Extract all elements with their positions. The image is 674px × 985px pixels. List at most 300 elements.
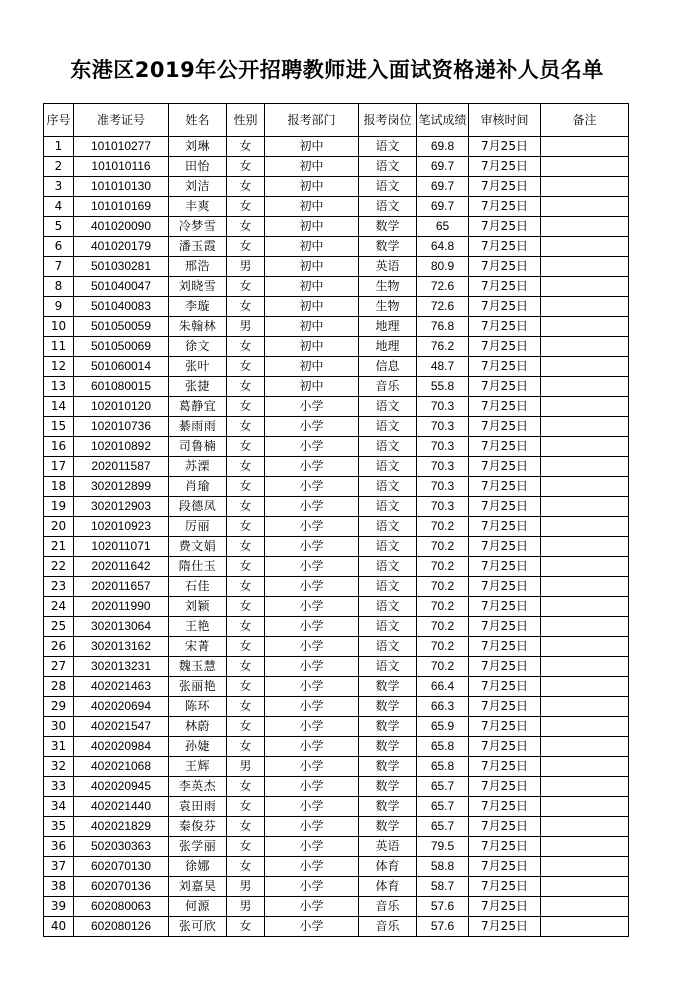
- cell-gender: 女: [227, 617, 265, 637]
- table-body: [44, 137, 629, 937]
- table-row: [44, 437, 629, 457]
- table-row: [44, 637, 629, 657]
- cell-post: 语文: [359, 657, 417, 677]
- cell-no: 9: [44, 297, 74, 317]
- cell-exam-id: 402021829: [74, 817, 169, 837]
- cell-post: 体育: [359, 877, 417, 897]
- cell-remark: [541, 397, 629, 417]
- cell-name: 刘洁: [169, 177, 227, 197]
- cell-score: 48.7: [417, 357, 469, 377]
- cell-exam-id: 101010169: [74, 197, 169, 217]
- cell-score: 65.7: [417, 777, 469, 797]
- table-row: [44, 597, 629, 617]
- cell-gender: 女: [227, 677, 265, 697]
- cell-exam-id: 602070136: [74, 877, 169, 897]
- cell-no: 6: [44, 237, 74, 257]
- cell-gender: 女: [227, 357, 265, 377]
- cell-gender: 女: [227, 217, 265, 237]
- cell-review-time: 7月25日: [469, 457, 541, 477]
- cell-gender: 女: [227, 337, 265, 357]
- cell-dept: 初中: [265, 197, 359, 217]
- cell-exam-id: 602070130: [74, 857, 169, 877]
- cell-name: 魏玉慧: [169, 657, 227, 677]
- table-row: [44, 497, 629, 517]
- cell-remark: [541, 837, 629, 857]
- cell-score: 80.9: [417, 257, 469, 277]
- table-row: [44, 897, 629, 917]
- cell-dept: 小学: [265, 677, 359, 697]
- cell-no: 10: [44, 317, 74, 337]
- cell-name: 段德凤: [169, 497, 227, 517]
- cell-no: 31: [44, 737, 74, 757]
- cell-dept: 小学: [265, 457, 359, 477]
- cell-remark: [541, 877, 629, 897]
- cell-no: 11: [44, 337, 74, 357]
- table-row: [44, 717, 629, 737]
- cell-gender: 女: [227, 817, 265, 837]
- cell-remark: [541, 257, 629, 277]
- cell-exam-id: 502030363: [74, 837, 169, 857]
- cell-score: 72.6: [417, 297, 469, 317]
- cell-score: 70.2: [417, 637, 469, 657]
- cell-dept: 小学: [265, 517, 359, 537]
- cell-remark: [541, 557, 629, 577]
- cell-remark: [541, 457, 629, 477]
- cell-post: 生物: [359, 297, 417, 317]
- cell-no: 36: [44, 837, 74, 857]
- cell-name: 刘颖: [169, 597, 227, 617]
- table-row: [44, 537, 629, 557]
- cell-score: 70.3: [417, 437, 469, 457]
- cell-dept: 初中: [265, 277, 359, 297]
- cell-exam-id: 102010736: [74, 417, 169, 437]
- cell-gender: 男: [227, 897, 265, 917]
- cell-exam-id: 102010892: [74, 437, 169, 457]
- cell-exam-id: 501050069: [74, 337, 169, 357]
- cell-review-time: 7月25日: [469, 357, 541, 377]
- cell-gender: 女: [227, 597, 265, 617]
- cell-post: 音乐: [359, 917, 417, 937]
- cell-score: 58.7: [417, 877, 469, 897]
- cell-remark: [541, 277, 629, 297]
- cell-no: 38: [44, 877, 74, 897]
- cell-gender: 女: [227, 397, 265, 417]
- cell-dept: 小学: [265, 577, 359, 597]
- cell-dept: 小学: [265, 917, 359, 937]
- cell-review-time: 7月25日: [469, 397, 541, 417]
- table-row: [44, 217, 629, 237]
- cell-review-time: 7月25日: [469, 917, 541, 937]
- table-header: [44, 104, 629, 137]
- cell-gender: 女: [227, 637, 265, 657]
- cell-remark: [541, 617, 629, 637]
- cell-review-time: 7月25日: [469, 137, 541, 157]
- cell-exam-id: 402020984: [74, 737, 169, 757]
- cell-no: 4: [44, 197, 74, 217]
- cell-no: 5: [44, 217, 74, 237]
- cell-remark: [541, 217, 629, 237]
- cell-score: 70.2: [417, 557, 469, 577]
- cell-score: 72.6: [417, 277, 469, 297]
- cell-gender: 女: [227, 137, 265, 157]
- cell-review-time: 7月25日: [469, 617, 541, 637]
- cell-dept: 初中: [265, 237, 359, 257]
- cell-review-time: 7月25日: [469, 657, 541, 677]
- cell-review-time: 7月25日: [469, 877, 541, 897]
- cell-gender: 女: [227, 777, 265, 797]
- cell-dept: 小学: [265, 737, 359, 757]
- cell-gender: 男: [227, 257, 265, 277]
- cell-no: 37: [44, 857, 74, 877]
- cell-remark: [541, 697, 629, 717]
- cell-score: 70.2: [417, 537, 469, 557]
- header-exam-id: 准考证号: [74, 104, 169, 137]
- table-row: [44, 877, 629, 897]
- header-score: 笔试成绩: [417, 104, 469, 137]
- cell-name: 隋仕玉: [169, 557, 227, 577]
- cell-name: 袁田雨: [169, 797, 227, 817]
- cell-review-time: 7月25日: [469, 337, 541, 357]
- cell-review-time: 7月25日: [469, 577, 541, 597]
- cell-no: 25: [44, 617, 74, 637]
- cell-review-time: 7月25日: [469, 197, 541, 217]
- cell-remark: [541, 237, 629, 257]
- cell-dept: 小学: [265, 617, 359, 637]
- cell-name: 孙婕: [169, 737, 227, 757]
- cell-exam-id: 602080063: [74, 897, 169, 917]
- cell-name: 张学丽: [169, 837, 227, 857]
- cell-name: 苏溧: [169, 457, 227, 477]
- cell-remark: [541, 657, 629, 677]
- cell-name: 刘晓雪: [169, 277, 227, 297]
- cell-gender: 女: [227, 377, 265, 397]
- cell-post: 数学: [359, 717, 417, 737]
- cell-gender: 女: [227, 177, 265, 197]
- cell-exam-id: 202011657: [74, 577, 169, 597]
- table-row: [44, 757, 629, 777]
- table-row: [44, 857, 629, 877]
- cell-name: 田怡: [169, 157, 227, 177]
- header-review-time: 审核时间: [469, 104, 541, 137]
- cell-score: 69.7: [417, 157, 469, 177]
- cell-review-time: 7月25日: [469, 757, 541, 777]
- cell-name: 张捷: [169, 377, 227, 397]
- cell-post: 语文: [359, 517, 417, 537]
- cell-no: 35: [44, 817, 74, 837]
- cell-score: 65: [417, 217, 469, 237]
- cell-score: 69.8: [417, 137, 469, 157]
- cell-remark: [541, 417, 629, 437]
- table-row: [44, 237, 629, 257]
- cell-exam-id: 402020694: [74, 697, 169, 717]
- page-title: 东港区2019年公开招聘教师进入面试资格递补人员名单: [70, 58, 604, 82]
- cell-dept: 小学: [265, 797, 359, 817]
- cell-gender: 男: [227, 877, 265, 897]
- cell-score: 70.2: [417, 617, 469, 637]
- cell-no: 32: [44, 757, 74, 777]
- cell-remark: [541, 337, 629, 357]
- cell-gender: 女: [227, 497, 265, 517]
- table-row: [44, 297, 629, 317]
- cell-review-time: 7月25日: [469, 637, 541, 657]
- cell-exam-id: 501050059: [74, 317, 169, 337]
- cell-post: 数学: [359, 817, 417, 837]
- cell-post: 数学: [359, 737, 417, 757]
- cell-review-time: 7月25日: [469, 597, 541, 617]
- cell-exam-id: 602080126: [74, 917, 169, 937]
- cell-remark: [541, 157, 629, 177]
- cell-remark: [541, 357, 629, 377]
- cell-remark: [541, 317, 629, 337]
- header-no: 序号: [44, 104, 74, 137]
- cell-score: 58.8: [417, 857, 469, 877]
- cell-post: 数学: [359, 217, 417, 237]
- cell-no: 15: [44, 417, 74, 437]
- cell-dept: 初中: [265, 297, 359, 317]
- cell-no: 26: [44, 637, 74, 657]
- cell-dept: 小学: [265, 637, 359, 657]
- cell-dept: 小学: [265, 897, 359, 917]
- cell-remark: [541, 737, 629, 757]
- cell-exam-id: 302013064: [74, 617, 169, 637]
- table-row: [44, 777, 629, 797]
- cell-post: 语文: [359, 597, 417, 617]
- header-name: 姓名: [169, 104, 227, 137]
- cell-gender: 女: [227, 697, 265, 717]
- cell-score: 70.2: [417, 517, 469, 537]
- cell-exam-id: 402021068: [74, 757, 169, 777]
- cell-score: 65.8: [417, 757, 469, 777]
- cell-no: 33: [44, 777, 74, 797]
- cell-name: 林蔚: [169, 717, 227, 737]
- cell-name: 葛静宜: [169, 397, 227, 417]
- candidate-table: [43, 103, 629, 937]
- cell-post: 音乐: [359, 897, 417, 917]
- cell-dept: 小学: [265, 437, 359, 457]
- cell-post: 音乐: [359, 377, 417, 397]
- cell-score: 76.8: [417, 317, 469, 337]
- cell-no: 23: [44, 577, 74, 597]
- cell-score: 66.4: [417, 677, 469, 697]
- table-row: [44, 817, 629, 837]
- cell-score: 70.3: [417, 497, 469, 517]
- cell-review-time: 7月25日: [469, 517, 541, 537]
- cell-name: 徐娜: [169, 857, 227, 877]
- cell-dept: 小学: [265, 697, 359, 717]
- cell-score: 57.6: [417, 917, 469, 937]
- cell-dept: 小学: [265, 537, 359, 557]
- cell-dept: 小学: [265, 657, 359, 677]
- cell-dept: 初中: [265, 257, 359, 277]
- cell-post: 语文: [359, 177, 417, 197]
- header-remark: 备注: [541, 104, 629, 137]
- cell-exam-id: 102010120: [74, 397, 169, 417]
- cell-gender: 女: [227, 537, 265, 557]
- cell-gender: 女: [227, 417, 265, 437]
- cell-remark: [541, 517, 629, 537]
- cell-score: 65.7: [417, 817, 469, 837]
- cell-score: 65.7: [417, 797, 469, 817]
- table-row: [44, 677, 629, 697]
- cell-remark: [541, 377, 629, 397]
- table-row: [44, 837, 629, 857]
- cell-no: 28: [44, 677, 74, 697]
- cell-exam-id: 202011990: [74, 597, 169, 617]
- table-row: [44, 177, 629, 197]
- cell-dept: 小学: [265, 837, 359, 857]
- cell-review-time: 7月25日: [469, 377, 541, 397]
- cell-review-time: 7月25日: [469, 897, 541, 917]
- cell-remark: [541, 497, 629, 517]
- cell-gender: 女: [227, 197, 265, 217]
- table-row: [44, 317, 629, 337]
- cell-gender: 女: [227, 237, 265, 257]
- cell-remark: [541, 797, 629, 817]
- cell-gender: 女: [227, 457, 265, 477]
- cell-review-time: 7月25日: [469, 477, 541, 497]
- cell-remark: [541, 757, 629, 777]
- cell-no: 2: [44, 157, 74, 177]
- cell-review-time: 7月25日: [469, 257, 541, 277]
- cell-no: 14: [44, 397, 74, 417]
- cell-review-time: 7月25日: [469, 157, 541, 177]
- cell-gender: 女: [227, 477, 265, 497]
- cell-score: 69.7: [417, 197, 469, 217]
- cell-name: 潘玉霞: [169, 237, 227, 257]
- header-dept: 报考部门: [265, 104, 359, 137]
- cell-no: 29: [44, 697, 74, 717]
- cell-dept: 小学: [265, 717, 359, 737]
- cell-name: 陈环: [169, 697, 227, 717]
- cell-score: 70.2: [417, 597, 469, 617]
- cell-gender: 女: [227, 717, 265, 737]
- cell-post: 体育: [359, 857, 417, 877]
- cell-exam-id: 402020945: [74, 777, 169, 797]
- cell-name: 厉丽: [169, 517, 227, 537]
- cell-remark: [541, 857, 629, 877]
- cell-review-time: 7月25日: [469, 677, 541, 697]
- cell-no: 7: [44, 257, 74, 277]
- cell-post: 数学: [359, 697, 417, 717]
- cell-score: 65.8: [417, 737, 469, 757]
- cell-score: 69.7: [417, 177, 469, 197]
- cell-gender: 女: [227, 557, 265, 577]
- cell-post: 语文: [359, 197, 417, 217]
- cell-post: 语文: [359, 477, 417, 497]
- cell-gender: 女: [227, 737, 265, 757]
- cell-dept: 小学: [265, 777, 359, 797]
- table-row: [44, 917, 629, 937]
- cell-no: 8: [44, 277, 74, 297]
- cell-exam-id: 402021547: [74, 717, 169, 737]
- cell-dept: 初中: [265, 337, 359, 357]
- table-row: [44, 737, 629, 757]
- cell-dept: 初中: [265, 217, 359, 237]
- cell-exam-id: 302012899: [74, 477, 169, 497]
- cell-post: 语文: [359, 577, 417, 597]
- cell-score: 70.3: [417, 417, 469, 437]
- cell-name: 刘嘉昊: [169, 877, 227, 897]
- cell-no: 20: [44, 517, 74, 537]
- cell-review-time: 7月25日: [469, 297, 541, 317]
- cell-exam-id: 501060014: [74, 357, 169, 377]
- cell-review-time: 7月25日: [469, 497, 541, 517]
- cell-exam-id: 302013162: [74, 637, 169, 657]
- cell-score: 55.8: [417, 377, 469, 397]
- cell-post: 语文: [359, 457, 417, 477]
- cell-gender: 女: [227, 797, 265, 817]
- cell-exam-id: 401020179: [74, 237, 169, 257]
- cell-no: 39: [44, 897, 74, 917]
- table-row: [44, 477, 629, 497]
- cell-dept: 小学: [265, 757, 359, 777]
- cell-gender: 女: [227, 297, 265, 317]
- cell-post: 语文: [359, 617, 417, 637]
- cell-no: 34: [44, 797, 74, 817]
- cell-review-time: 7月25日: [469, 737, 541, 757]
- cell-name: 邢浩: [169, 257, 227, 277]
- cell-name: 费文娟: [169, 537, 227, 557]
- cell-remark: [541, 177, 629, 197]
- cell-review-time: 7月25日: [469, 277, 541, 297]
- cell-post: 英语: [359, 257, 417, 277]
- cell-remark: [541, 597, 629, 617]
- table-row: [44, 357, 629, 377]
- cell-exam-id: 501030281: [74, 257, 169, 277]
- cell-dept: 小学: [265, 497, 359, 517]
- cell-no: 16: [44, 437, 74, 457]
- header-row: [44, 104, 629, 137]
- table-row: [44, 417, 629, 437]
- cell-exam-id: 401020090: [74, 217, 169, 237]
- cell-remark: [541, 637, 629, 657]
- cell-remark: [541, 197, 629, 217]
- cell-name: 朱翰林: [169, 317, 227, 337]
- cell-review-time: 7月25日: [469, 437, 541, 457]
- table-row: [44, 277, 629, 297]
- cell-remark: [541, 897, 629, 917]
- cell-review-time: 7月25日: [469, 837, 541, 857]
- header-gender: 性别: [227, 104, 265, 137]
- table-row: [44, 557, 629, 577]
- table-row: [44, 577, 629, 597]
- cell-gender: 女: [227, 157, 265, 177]
- cell-remark: [541, 777, 629, 797]
- cell-post: 语文: [359, 437, 417, 457]
- cell-name: 秦俊芬: [169, 817, 227, 837]
- cell-post: 语文: [359, 557, 417, 577]
- cell-post: 地理: [359, 317, 417, 337]
- cell-exam-id: 302012903: [74, 497, 169, 517]
- cell-dept: 小学: [265, 397, 359, 417]
- cell-gender: 女: [227, 437, 265, 457]
- cell-name: 司鲁楠: [169, 437, 227, 457]
- cell-review-time: 7月25日: [469, 797, 541, 817]
- cell-exam-id: 102011071: [74, 537, 169, 557]
- cell-name: 徐文: [169, 337, 227, 357]
- cell-review-time: 7月25日: [469, 177, 541, 197]
- cell-dept: 小学: [265, 557, 359, 577]
- table-row: [44, 377, 629, 397]
- table-row: [44, 617, 629, 637]
- cell-score: 70.3: [417, 477, 469, 497]
- cell-post: 语文: [359, 157, 417, 177]
- cell-name: 李璇: [169, 297, 227, 317]
- cell-exam-id: 101010277: [74, 137, 169, 157]
- cell-exam-id: 402021440: [74, 797, 169, 817]
- cell-dept: 初中: [265, 317, 359, 337]
- cell-post: 数学: [359, 777, 417, 797]
